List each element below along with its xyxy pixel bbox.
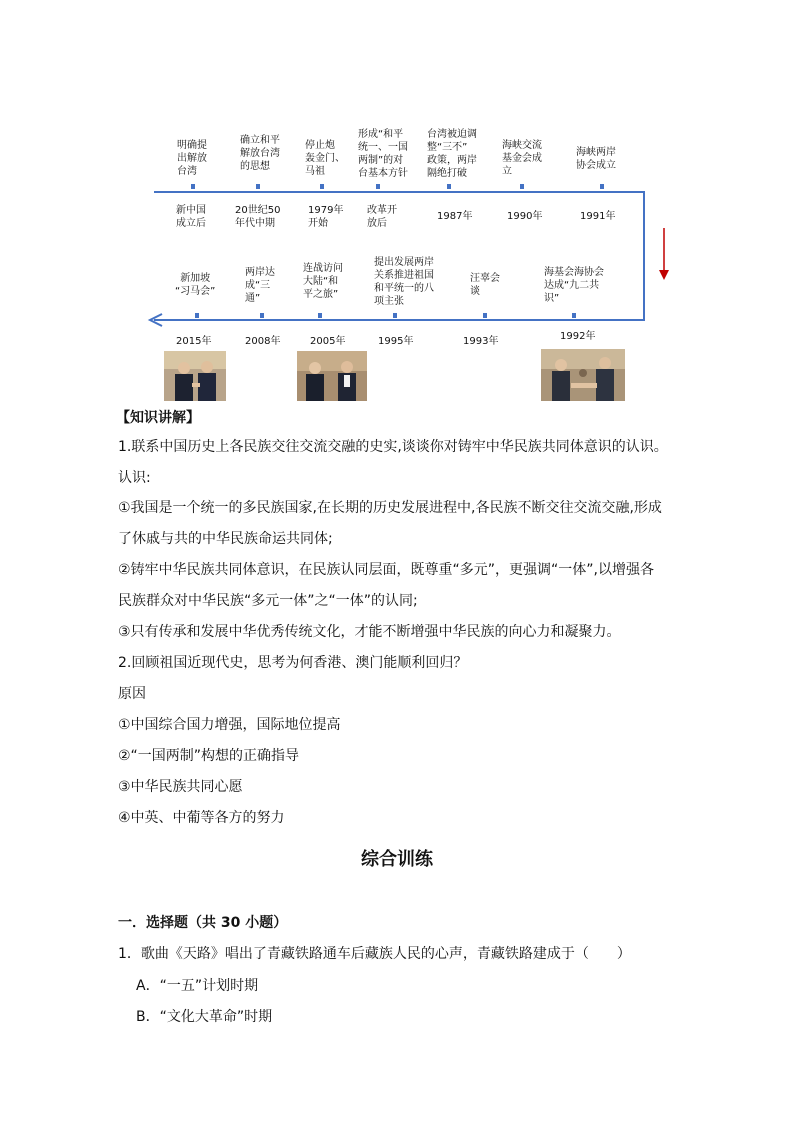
timeline-tick [260, 313, 264, 318]
timeline-tick [483, 313, 487, 318]
timeline-date: 1991年 [580, 211, 616, 222]
timeline-date: 2008年 [245, 336, 281, 347]
question-2: 2.回顾祖国近现代史，思考为何香港、澳门能顺利回归？ [118, 655, 468, 671]
timeline-date: 1979年 开始 [308, 205, 344, 229]
timeline-date: 1990年 [507, 211, 543, 222]
timeline-event: 确立和平 解放台湾 的思想 [240, 135, 280, 172]
reason-2: ②“一国两制”构想的正确指导 [118, 748, 300, 764]
reason-4: ④中英、中葡等各方的努力 [118, 810, 285, 826]
section-heading: 一．选择题（共 30 小题） [118, 915, 288, 931]
timeline-date: 1995年 [378, 336, 414, 347]
answer-point-2: ②铸牢中华民族共同体意识，在民族认同层面，既尊重“多元”，更强调“一体”,以增强各 [118, 562, 655, 578]
meeting-photo-2015 [164, 351, 226, 401]
section-title: 综合训练 [361, 849, 433, 870]
timeline-tick [320, 184, 324, 189]
reason-3: ③中华民族共同心愿 [118, 779, 243, 795]
timeline-diagram [140, 120, 680, 405]
timeline-event: 台湾被迫调 整“三不” 政策，两岸 隔绝打破 [427, 129, 477, 179]
timeline-event: 停止炮 轰金门、 马祖 [305, 140, 345, 177]
timeline-event: 海基会海协会 达成“九二共 识” [544, 267, 604, 304]
timeline-date: 20世纪50 年代中期 [235, 205, 281, 229]
timeline-date: 2005年 [310, 336, 346, 347]
option-b: B．“文化大革命”时期 [136, 1009, 273, 1025]
timeline-event: 提出发展两岸 关系推进祖国 和平统一的八 项主张 [374, 257, 434, 307]
knowledge-heading: 【知识讲解】 [116, 410, 200, 426]
timeline-event: 明确提 出解放 台湾 [177, 140, 207, 177]
answer-point-1-cont: 了休戚与共的中华民族命运共同体; [118, 531, 333, 547]
timeline-tick [318, 313, 322, 318]
timeline-tick [195, 313, 199, 318]
timeline-event: 连战访问 大陆“和 平之旅” [303, 263, 343, 300]
question-2-label: 原因 [118, 686, 146, 702]
timeline-event: 两岸达 成“三 通” [245, 267, 275, 304]
meeting-photo-1992 [541, 349, 625, 401]
question-1-label: 认识: [118, 470, 151, 486]
timeline-event: 汪辜会 谈 [470, 273, 500, 297]
timeline-tick [520, 184, 524, 189]
timeline-event: 新加坡 “习马会” [175, 273, 216, 297]
timeline-tick [191, 184, 195, 189]
timeline-event: 海峡交流 基金会成 立 [502, 140, 542, 177]
timeline-date: 1992年 [560, 331, 596, 342]
timeline-date: 1993年 [463, 336, 499, 347]
timeline-tick [393, 313, 397, 318]
timeline-tick [376, 184, 380, 189]
option-a: A．“一五”计划时期 [136, 978, 259, 994]
timeline-date: 1987年 [437, 211, 473, 222]
timeline-date: 2015年 [176, 336, 212, 347]
question-1: 1.联系中国历史上各民族交往交流交融的史实,谈谈你对铸牢中华民族共同体意识的认识。 [118, 439, 668, 455]
meeting-photo-2005 [297, 351, 367, 401]
timeline-tick [447, 184, 451, 189]
timeline-date: 改革开 放后 [367, 205, 397, 229]
timeline-tick [572, 313, 576, 318]
timeline-tick [600, 184, 604, 189]
timeline-event: 形成“和平 统一、一国 两制”的对 台基本方针 [358, 129, 408, 179]
answer-point-1: ①我国是一个统一的多民族国家,在长期的历史发展进程中,各民族不断交往交流交融,形成 [118, 500, 662, 516]
timeline-tick [256, 184, 260, 189]
answer-point-3: ③只有传承和发展中华优秀传统文化，才能不断增强中华民族的向心力和凝聚力。 [118, 624, 621, 640]
timeline-date: 新中国 成立后 [176, 205, 206, 229]
mc-question-1: 1．歌曲《天路》唱出了青藏铁路通车后藏族人民的心声，青藏铁路建成于（ ） [118, 946, 631, 962]
answer-point-2-cont: 民族群众对中华民族“多元一体”之“一体”的认同; [118, 593, 418, 609]
reason-1: ①中国综合国力增强，国际地位提高 [118, 717, 341, 733]
timeline-event: 海峡两岸 协会成立 [576, 147, 616, 171]
